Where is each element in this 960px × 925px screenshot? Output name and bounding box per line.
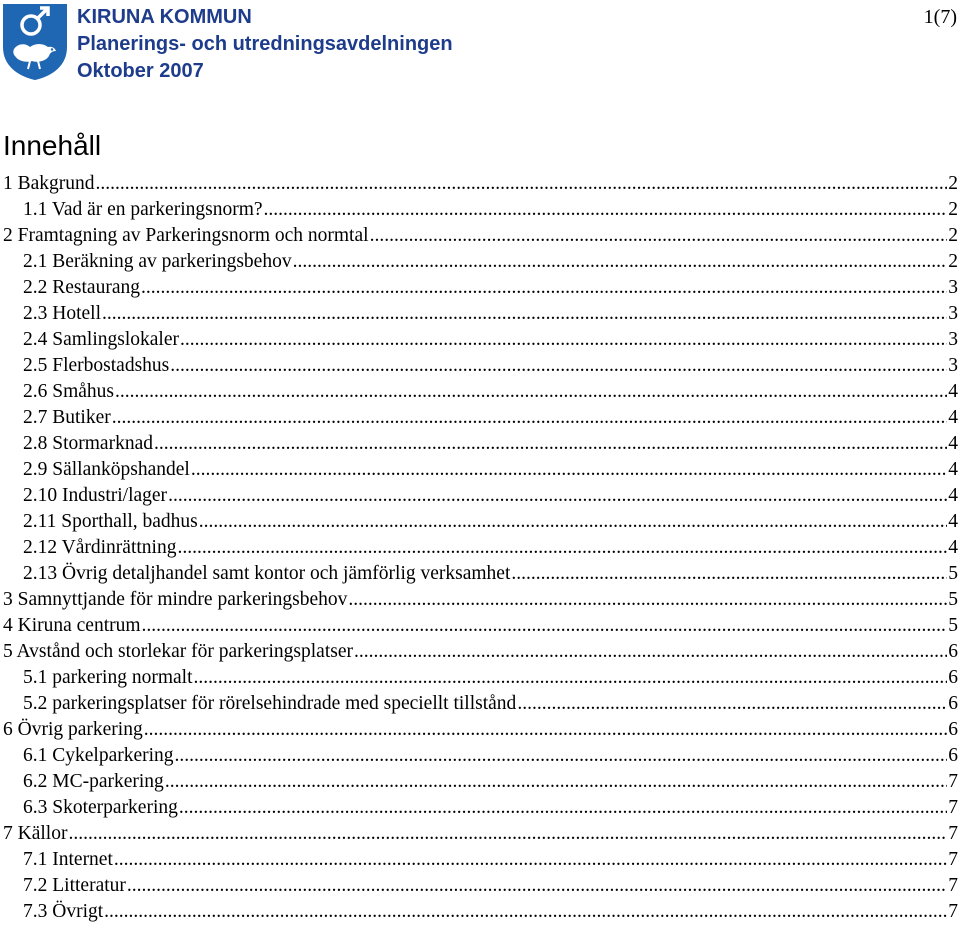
toc-entry-label: 1 Bakgrund <box>3 173 95 194</box>
toc-entry-page: 3 <box>948 277 958 298</box>
toc-entry-label: 7 Källor <box>3 823 68 844</box>
toc-entry-label: 7.1 Internet <box>23 849 113 870</box>
toc-entry-page: 2 <box>948 251 958 272</box>
toc-leader-dots <box>142 613 948 639</box>
organization-block <box>77 4 453 85</box>
toc-leader-dots <box>102 301 947 327</box>
toc-entry-label: 5.2 parkeringsplatser för rörelsehindrade med speciellt tillstånd <box>23 693 517 714</box>
toc-leader-dots <box>180 327 947 353</box>
toc-entry-label: 6.1 Cykelparkering <box>23 745 174 766</box>
toc-leader-dots <box>194 665 948 691</box>
toc-entry[interactable] <box>3 535 958 561</box>
toc-entry-page: 2 <box>948 225 958 246</box>
toc-leader-dots <box>104 899 947 925</box>
toc-entry[interactable] <box>3 379 958 405</box>
toc-entry[interactable] <box>3 613 958 639</box>
toc-entry-page: 3 <box>948 329 958 350</box>
toc-entry-label: 7.2 Litteratur <box>23 875 126 896</box>
toc-leader-dots <box>264 197 948 223</box>
document-date: Oktober 2007 <box>77 60 204 82</box>
toc-entry-page: 4 <box>948 485 958 506</box>
toc-entry[interactable] <box>3 821 958 847</box>
toc-entry-page: 2 <box>948 173 958 194</box>
toc-entry[interactable] <box>3 717 958 743</box>
toc-entry[interactable] <box>3 873 958 899</box>
department-name: Planerings- och utredningsavdelningen <box>77 33 453 55</box>
toc-entry-page: 5 <box>948 615 958 636</box>
toc-entry[interactable] <box>3 561 958 587</box>
toc-leader-dots <box>68 821 947 847</box>
toc-entry[interactable] <box>3 587 958 613</box>
toc-entry[interactable] <box>3 691 958 717</box>
toc-entry-page: 4 <box>948 511 958 532</box>
toc-leader-dots <box>199 509 947 535</box>
toc-entry-label: 2.5 Flerbostadshus <box>23 355 170 376</box>
toc-entry-page: 5 <box>948 563 958 584</box>
toc-leader-dots <box>191 457 947 483</box>
page-header <box>0 0 960 90</box>
toc-entry-label: 5.1 parkering normalt <box>23 667 193 688</box>
toc-entry-page: 6 <box>948 719 958 740</box>
toc-entry-page: 5 <box>948 589 958 610</box>
toc-leader-dots <box>370 223 948 249</box>
toc-entry-label: 6.3 Skoterparkering <box>23 797 178 818</box>
toc-entry-page: 6 <box>948 745 958 766</box>
toc-leader-dots <box>168 483 947 509</box>
toc-entry-label: 2.13 Övrig detaljhandel samt kontor och jämförlig verksamhet <box>23 563 511 584</box>
toc-leader-dots <box>154 431 947 457</box>
toc-entry-page: 6 <box>948 693 958 714</box>
toc-leader-dots <box>127 873 947 899</box>
kiruna-coat-of-arms-icon <box>2 3 68 81</box>
toc-entry-page: 3 <box>948 355 958 376</box>
toc-leader-dots <box>175 743 948 769</box>
toc-entry-page: 7 <box>948 901 958 922</box>
toc-leader-dots <box>354 639 947 665</box>
toc-entry-label: 2.4 Samlingslokaler <box>23 329 179 350</box>
toc-leader-dots <box>141 275 947 301</box>
toc-entry[interactable] <box>3 743 958 769</box>
toc-entry[interactable] <box>3 301 958 327</box>
toc-entry-page: 7 <box>948 875 958 896</box>
toc-entry[interactable] <box>3 665 958 691</box>
toc-entry-page: 7 <box>948 771 958 792</box>
table-of-contents <box>3 171 958 925</box>
toc-entry-label: 2.6 Småhus <box>23 381 115 402</box>
toc-entry[interactable] <box>3 405 958 431</box>
toc-entry[interactable] <box>3 431 958 457</box>
toc-entry[interactable] <box>3 327 958 353</box>
toc-entry-label: 2.2 Restaurang <box>23 277 140 298</box>
toc-entry-label: 1.1 Vad är en parkeringsnorm? <box>23 199 263 220</box>
toc-entry-label: 2.9 Sällanköpshandel <box>23 459 190 480</box>
toc-entry[interactable] <box>3 249 958 275</box>
toc-entry-page: 6 <box>948 667 958 688</box>
toc-entry-label: 6 Övrig parkering <box>3 719 143 740</box>
toc-leader-dots <box>170 353 947 379</box>
toc-entry-label: 2.8 Stormarknad <box>23 433 153 454</box>
toc-entry-label: 2.12 Vårdinrättning <box>23 537 177 558</box>
toc-entry[interactable] <box>3 795 958 821</box>
toc-leader-dots <box>114 847 947 873</box>
toc-entry-page: 2 <box>948 199 958 220</box>
toc-entry[interactable] <box>3 275 958 301</box>
toc-entry-label: 3 Samnyttjande för mindre parkeringsbehov <box>3 589 348 610</box>
toc-entry-page: 4 <box>948 381 958 402</box>
toc-leader-dots <box>511 561 947 587</box>
organization-name: KIRUNA KOMMUN <box>77 6 252 28</box>
toc-leader-dots <box>112 405 948 431</box>
toc-entry[interactable] <box>3 769 958 795</box>
toc-entry-label: 7.3 Övrigt <box>23 901 104 922</box>
toc-entry-page: 4 <box>948 459 958 480</box>
toc-entry-label: 2 Framtagning av Parkeringsnorm och normtal <box>3 225 369 246</box>
toc-entry[interactable] <box>3 197 958 223</box>
toc-entry-page: 7 <box>948 849 958 870</box>
toc-entry[interactable] <box>3 899 958 925</box>
toc-entry[interactable] <box>3 483 958 509</box>
toc-entry[interactable] <box>3 171 958 197</box>
toc-entry[interactable] <box>3 223 958 249</box>
page-indicator: 1(7) <box>923 6 957 28</box>
toc-leader-dots <box>165 769 947 795</box>
toc-entry-label: 6.2 MC-parkering <box>23 771 164 792</box>
toc-leader-dots <box>115 379 947 405</box>
toc-entry[interactable] <box>3 509 958 535</box>
toc-entry-page: 7 <box>948 823 958 844</box>
toc-entry-label: 2.7 Butiker <box>23 407 111 428</box>
toc-entry[interactable] <box>3 847 958 873</box>
toc-leader-dots <box>177 535 947 561</box>
toc-entry-label: 2.11 Sporthall, badhus <box>23 511 198 532</box>
toc-entry[interactable] <box>3 639 958 665</box>
toc-leader-dots <box>348 587 947 613</box>
toc-leader-dots <box>293 249 948 275</box>
toc-entry-page: 4 <box>948 407 958 428</box>
toc-entry-label: 5 Avstånd och storlekar för parkeringsplatser <box>3 641 353 662</box>
toc-entry-page: 7 <box>948 797 958 818</box>
toc-leader-dots <box>179 795 947 821</box>
toc-entry-label: 2.3 Hotell <box>23 303 101 324</box>
toc-leader-dots <box>144 717 948 743</box>
toc-title: Innehåll <box>3 130 102 161</box>
toc-entry-page: 4 <box>948 433 958 454</box>
toc-leader-dots <box>96 171 948 197</box>
toc-entry[interactable] <box>3 353 958 379</box>
toc-entry-page: 4 <box>948 537 958 558</box>
toc-entry-label: 4 Kiruna centrum <box>3 615 141 636</box>
toc-entry[interactable] <box>3 457 958 483</box>
toc-entry-label: 2.10 Industri/lager <box>23 485 168 506</box>
toc-entry-page: 3 <box>948 303 958 324</box>
toc-entry-page: 6 <box>948 641 958 662</box>
toc-leader-dots <box>517 691 947 717</box>
toc-entry-label: 2.1 Beräkning av parkeringsbehov <box>23 251 292 272</box>
